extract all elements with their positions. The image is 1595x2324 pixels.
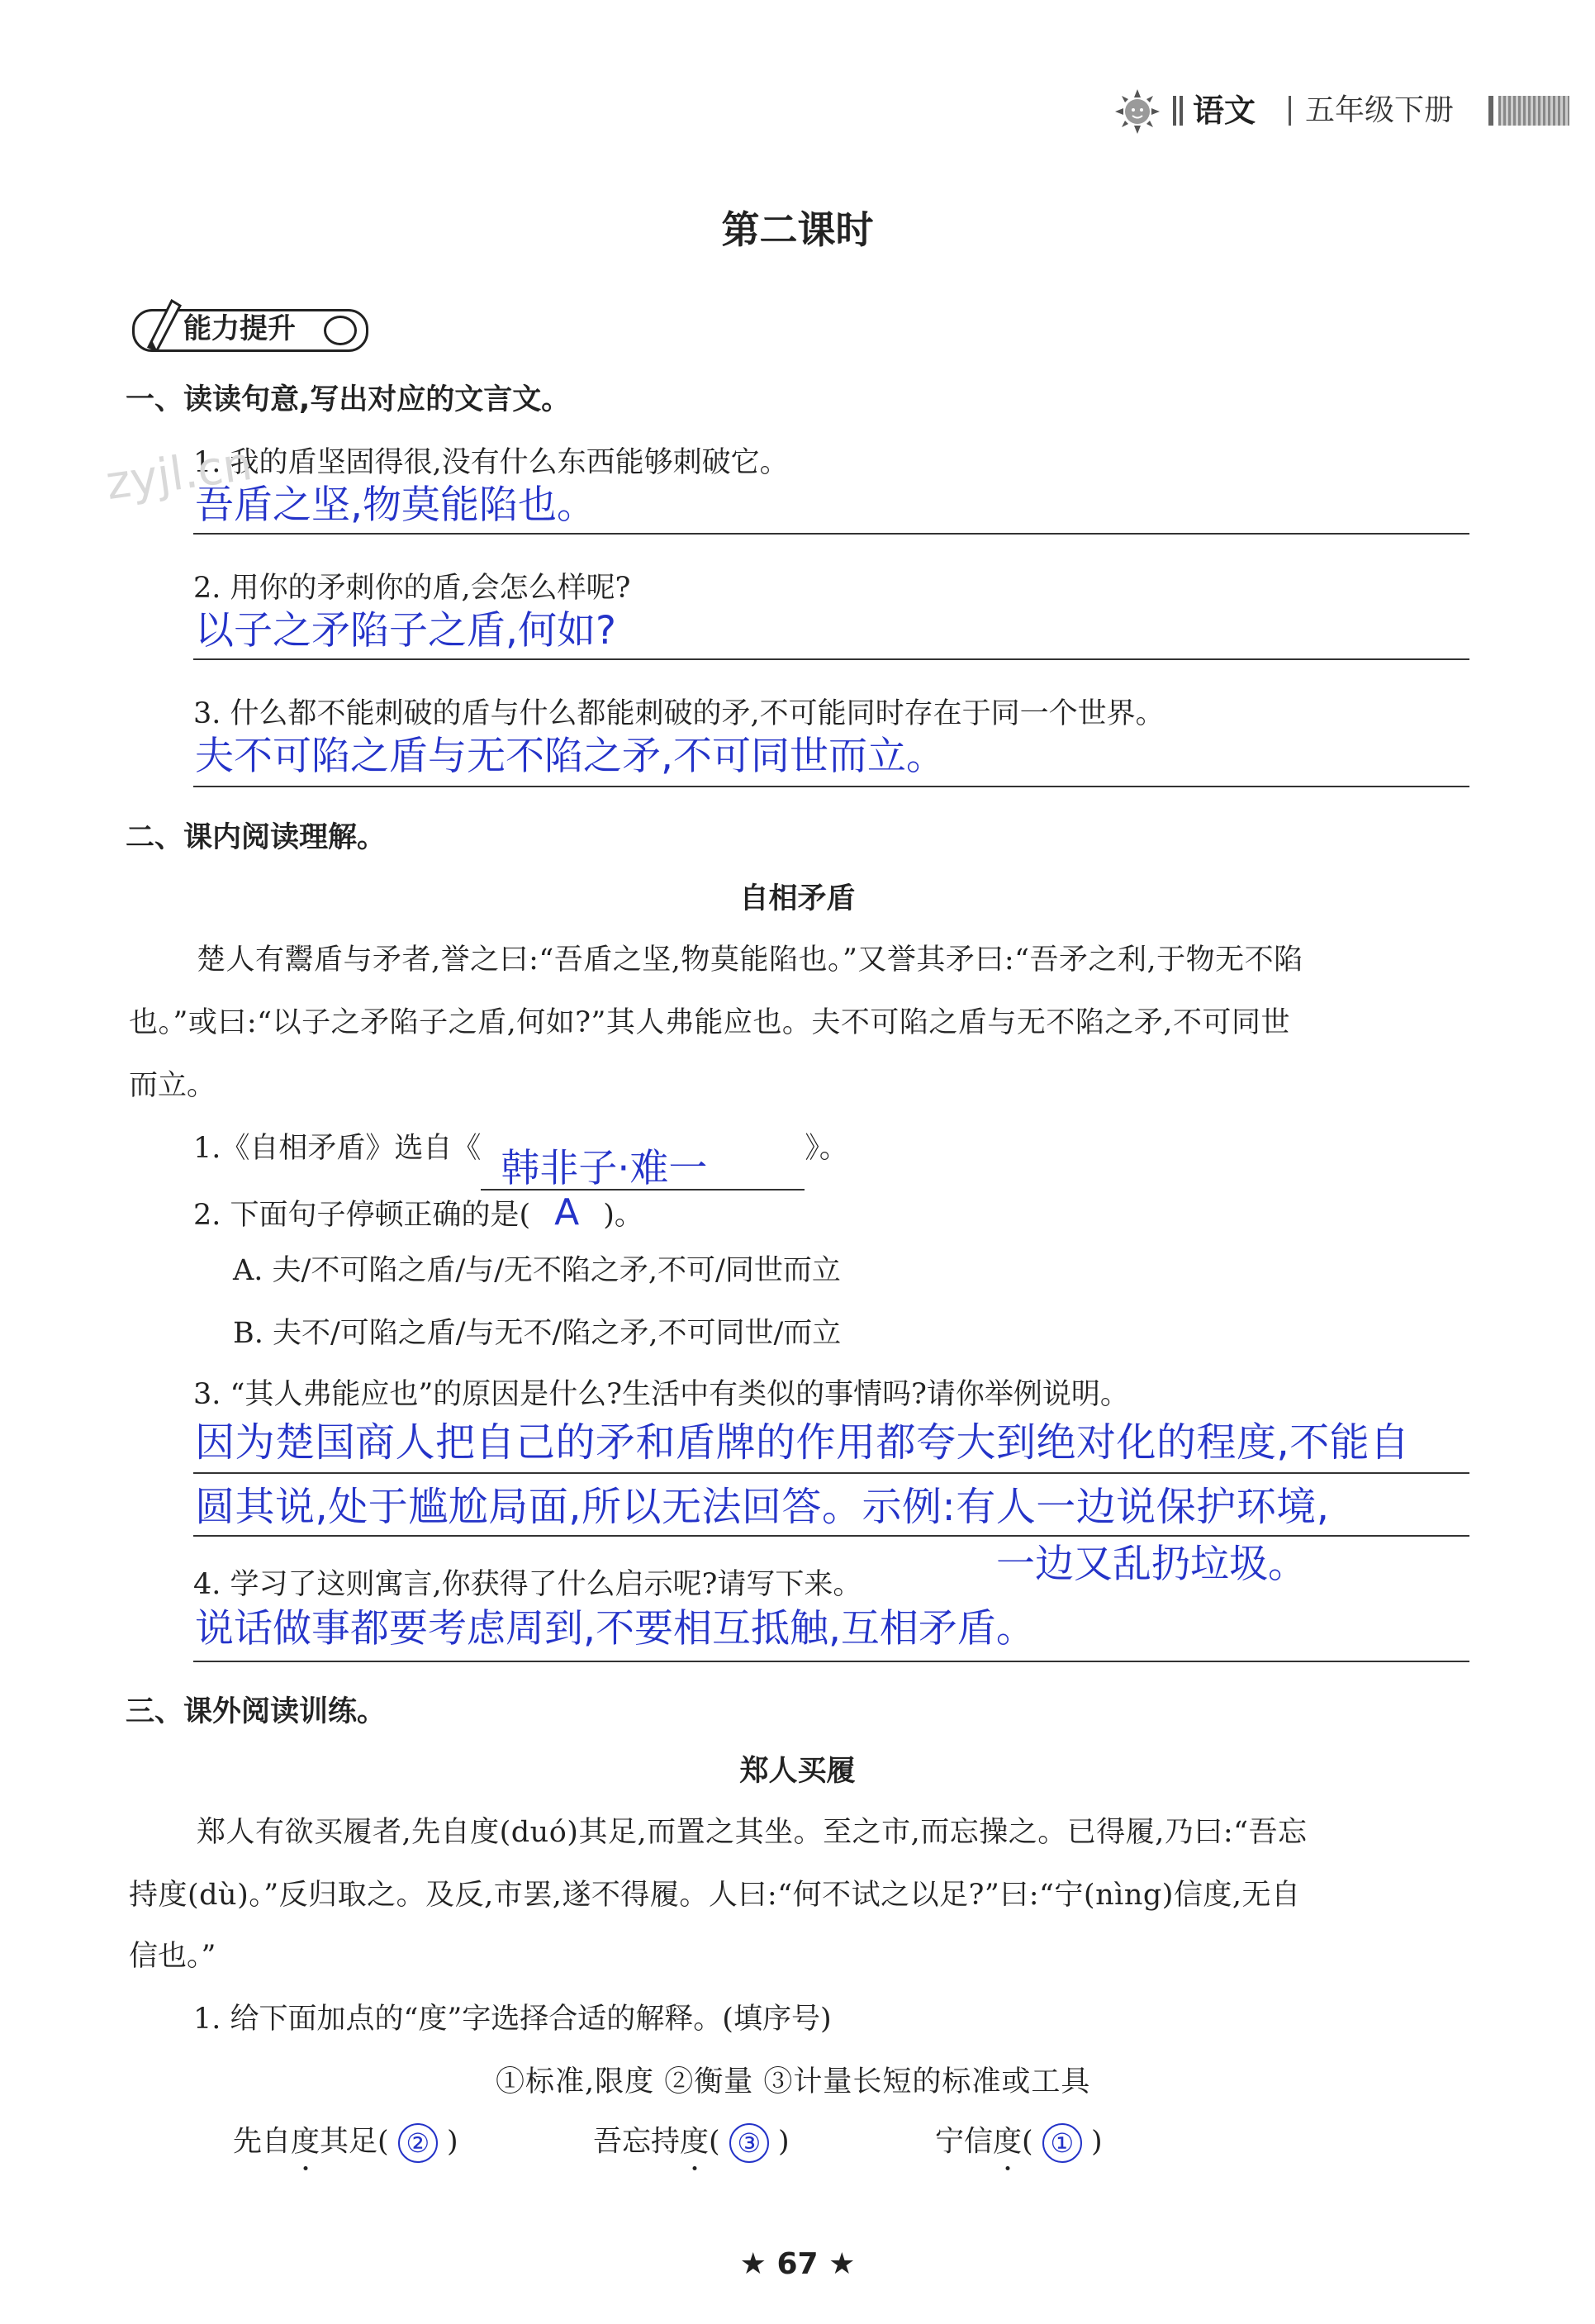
s1-q1-prompt: 1. 我的盾坚固得很,没有什么东西能够刺破它。 xyxy=(193,446,789,479)
s1-q2-prompt: 2. 用你的矛刺你的盾,会怎么样呢? xyxy=(193,572,631,605)
s2-q1 xyxy=(193,1130,848,1191)
s1-q1-answer: 吾盾之坚,物莫能陷也。 xyxy=(195,482,596,528)
sun-icon xyxy=(1113,88,1161,135)
s2-q3-answer-line-3: 一边又乱扔垃圾。 xyxy=(996,1542,1307,1587)
fill-answer-2: ③ xyxy=(729,2123,769,2163)
s2-q2-answer: A xyxy=(554,1191,580,1233)
s1-q3-prompt: 3. 什么都不能刺破的盾与什么都能刺破的矛,不可能同时存在于同一个世界。 xyxy=(193,697,1165,730)
answer-line xyxy=(193,1472,1469,1474)
pencil-icon xyxy=(134,296,183,354)
passage-title-1: 自相矛盾 xyxy=(739,882,856,915)
fill-answer-1: ② xyxy=(398,2123,438,2163)
s3-choices: ①标准,限度 ②衡量 ③计量长短的标准或工具 xyxy=(496,2065,1091,2098)
s2-q2-prefix: 2. 下面句子停顿正确的是( xyxy=(193,1199,531,1232)
s2-q3-prompt: 3. “其人弗能应也”的原因是什么?生活中有类似的事情吗?请你举例说明。 xyxy=(193,1378,1129,1411)
section1-heading: 一、读读句意,写出对应的文言文。 xyxy=(126,383,571,416)
s2-q1-suffix: 》。 xyxy=(805,1132,848,1165)
s2-q3-answer-line-1: 因为楚国商人把自己的矛和盾牌的作用都夸大到绝对化的程度,不能自 xyxy=(195,1419,1410,1466)
dotted-char: 度 xyxy=(993,2125,1023,2159)
passage2-line-1: 郑人有欲买履者,先自度(duó)其足,而置之其坐。至之市,而忘操之。已得履,乃曰:“吾忘 xyxy=(197,1816,1308,1849)
watermark: zyjl.cn xyxy=(102,436,256,511)
s2-q4-answer: 说话做事都要考虑周到,不要相互抵触,互相矛盾。 xyxy=(195,1606,1035,1652)
option-a: A. 夫/不可陷之盾/与/无不陷之矛,不可/同世而立 xyxy=(233,1254,841,1287)
fill-answer-3: ① xyxy=(1042,2123,1082,2163)
passage-title-2: 郑人买履 xyxy=(739,1755,856,1788)
s3-fill-2: 吾忘持度( ③ ) xyxy=(593,2123,790,2163)
section2-heading: 二、课内阅读理解。 xyxy=(126,821,387,854)
s2-q4-prompt: 4. 学习了这则寓言,你获得了什么启示呢?请写下来。 xyxy=(193,1568,862,1601)
s2-q3-answer-line-2: 圆其说,处于尴尬局面,所以无法回答。示例:有人一边说保护环境, xyxy=(195,1484,1330,1530)
header-grade: 五年级下册 xyxy=(1305,93,1455,127)
header-subject: 语文 xyxy=(1193,93,1256,129)
passage1-line-3: 而立。 xyxy=(129,1069,216,1102)
passage2-line-3: 信也。” xyxy=(129,1940,216,1973)
page-title: 第二课时 xyxy=(721,207,874,252)
star-icon: ★ xyxy=(828,2247,856,2281)
section3-heading: 三、课外阅读训练。 xyxy=(126,1695,387,1728)
page-number: ★ 67 ★ xyxy=(739,2247,856,2281)
s2-q2-suffix: )。 xyxy=(603,1199,643,1232)
s1-q3-answer: 夫不可陷之盾与无不陷之矛,不可同世而立。 xyxy=(195,734,945,779)
answer-line xyxy=(193,533,1469,535)
passage1-line-1: 楚人有鬻盾与矛者,誉之曰:“吾盾之坚,物莫能陷也。”又誉其矛曰:“吾矛之利,于物无不陷 xyxy=(197,943,1303,977)
s2-q1-answer: 韩非子·难一 xyxy=(501,1146,708,1191)
badge-label: 能力提升 xyxy=(183,312,296,345)
answer-line xyxy=(193,1661,1469,1662)
s3-fill-3: 宁信度( ① ) xyxy=(935,2123,1103,2163)
dotted-char: 度 xyxy=(680,2125,710,2159)
s3-fill-1: 先自度其足( ② ) xyxy=(233,2123,458,2163)
passage2-line-2: 持度(dù)。”反归取之。及反,市罢,遂不得履。人曰:“何不试之以足?”曰:“宁(nìng)信度,无自 xyxy=(129,1879,1301,1912)
s1-q2-answer: 以子之矛陷子之盾,何如? xyxy=(195,608,616,653)
s3-q1-prompt: 1. 给下面加点的“度”字选择合适的解释。(填序号) xyxy=(193,2003,832,2036)
option-b: B. 夫不/可陷之盾/与无不/陷之矛,不可同世/而立 xyxy=(233,1317,842,1350)
star-icon: ★ xyxy=(739,2247,767,2281)
answer-line xyxy=(193,786,1469,787)
s2-q1-prefix: 1.《自相矛盾》选自《 xyxy=(193,1132,482,1165)
answer-line xyxy=(193,658,1469,660)
answer-line xyxy=(193,1535,1469,1537)
s2-q2 xyxy=(193,1190,643,1236)
ability-badge xyxy=(132,304,368,352)
dotted-char: 度 xyxy=(291,2125,320,2159)
passage1-line-2: 也。”或曰:“以子之矛陷子之盾,何如?”其人弗能应也。夫不可陷之盾与无不陷之矛,不可同世 xyxy=(129,1006,1290,1039)
header-bar xyxy=(1107,83,1569,140)
